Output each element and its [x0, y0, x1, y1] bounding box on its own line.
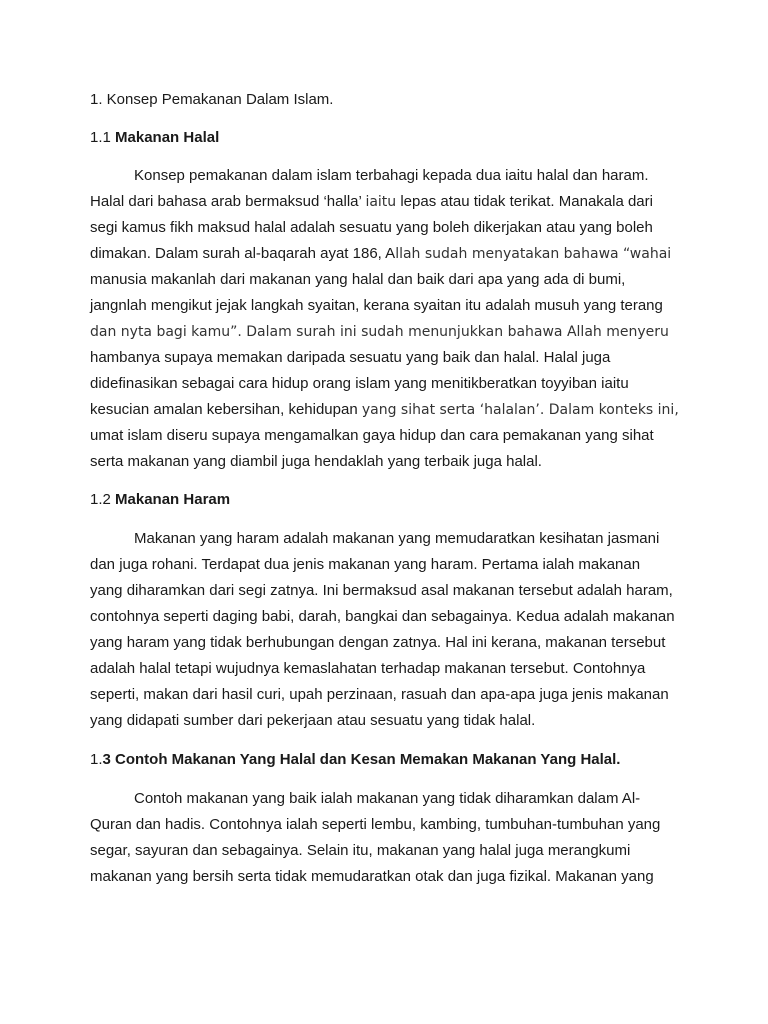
- paragraph-line: didefinasikan sebagai cara hidup orang islam yang menitikberatkan toyyiban iaitu: [90, 375, 629, 392]
- section-title: 3 Contoh Makanan Yang Halal dan Kesan Memakan Makanan Yang Halal.: [102, 751, 621, 768]
- section-heading-makanan-halal: [90, 128, 219, 148]
- section-number: 1.: [90, 751, 103, 768]
- section-heading-contoh-makanan: [90, 750, 620, 770]
- paragraph-line: hambanya supaya memakan daripada sesuatu yang baik dan halal. Halal juga: [90, 349, 611, 366]
- paragraph-line: dan nyta bagi kamu”. Dalam surah ini sudah menunjukkan bahawa Allah menyeru: [90, 324, 669, 340]
- paragraph-line: serta makanan yang diambil juga hendaklah yang terbaik juga halal.: [90, 453, 542, 470]
- paragraph-line: yang didapati sumber dari pekerjaan atau sesuatu yang tidak halal.: [90, 712, 536, 729]
- paragraph-line: makanan yang bersih serta tidak memudaratkan otak dan juga fizikal. Makanan yang: [90, 868, 654, 885]
- paragraph-line: Contoh makanan yang baik ialah makanan yang tidak diharamkan dalam Al-: [134, 790, 641, 807]
- paragraph-line: kesucian amalan kebersihan, kehidupan yang sihat serta ‘halalan’. Dalam konteks ini,: [90, 401, 679, 418]
- section-title: Makanan Haram: [115, 491, 231, 508]
- paragraph-line: yang diharamkan dari segi zatnya. Ini bermaksud asal makanan tersebut adalah haram,: [90, 582, 673, 599]
- paragraph-line: manusia makanlah dari makanan yang halal dan baik dari apa yang ada di bumi,: [90, 271, 626, 288]
- paragraph-line: Makanan yang haram adalah makanan yang memudaratkan kesihatan jasmani: [134, 530, 660, 547]
- paragraph-line: dan juga rohani. Terdapat dua jenis makanan yang haram. Pertama ialah makanan: [90, 556, 641, 573]
- paragraph-line: dimakan. Dalam surah al-baqarah ayat 186, Allah sudah menyatakan bahawa “wahai: [90, 245, 672, 262]
- paragraph-line: seperti, makan dari hasil curi, upah perzinaan, rasuah dan apa-apa juga jenis makanan: [90, 686, 669, 703]
- document-title: 1. Konsep Pemakanan Dalam Islam.: [90, 91, 334, 108]
- paragraph-line: umat islam diseru supaya mengamalkan gaya hidup dan cara pemakanan yang sihat: [90, 427, 654, 444]
- section-title: Makanan Halal: [115, 129, 220, 146]
- section-number: 1.2: [90, 491, 116, 508]
- paragraph-line: yang haram yang tidak berhubungan dengan zatnya. Hal ini kerana, makanan tersebut: [90, 634, 666, 651]
- paragraph-line: Konsep pemakanan dalam islam terbahagi kepada dua iaitu halal dan haram.: [134, 167, 649, 184]
- section-heading-makanan-haram: [90, 490, 230, 510]
- paragraph-line: Halal dari bahasa arab bermaksud ‘halla’ iaitu lepas atau tidak terikat. Manakala dari: [90, 193, 653, 210]
- paragraph-line: segi kamus fikh maksud halal adalah sesuatu yang boleh dikerjakan atau yang boleh: [90, 219, 653, 236]
- paragraph-line: adalah halal tetapi wujudnya kemaslahatan terhadap makanan tersebut. Contohnya: [90, 660, 646, 677]
- paragraph-line: Quran dan hadis. Contohnya ialah seperti lembu, kambing, tumbuhan-tumbuhan yang: [90, 816, 661, 833]
- paragraph-line: contohnya seperti daging babi, darah, bangkai dan sebagainya. Kedua adalah makanan: [90, 608, 675, 625]
- paragraph-line: jangnlah mengikut jejak langkah syaitan, kerana syaitan itu adalah musuh yang terang: [90, 297, 663, 314]
- paragraph-line: segar, sayuran dan sebagainya. Selain itu, makanan yang halal juga merangkumi: [90, 842, 631, 859]
- section-number: 1.1: [90, 129, 116, 146]
